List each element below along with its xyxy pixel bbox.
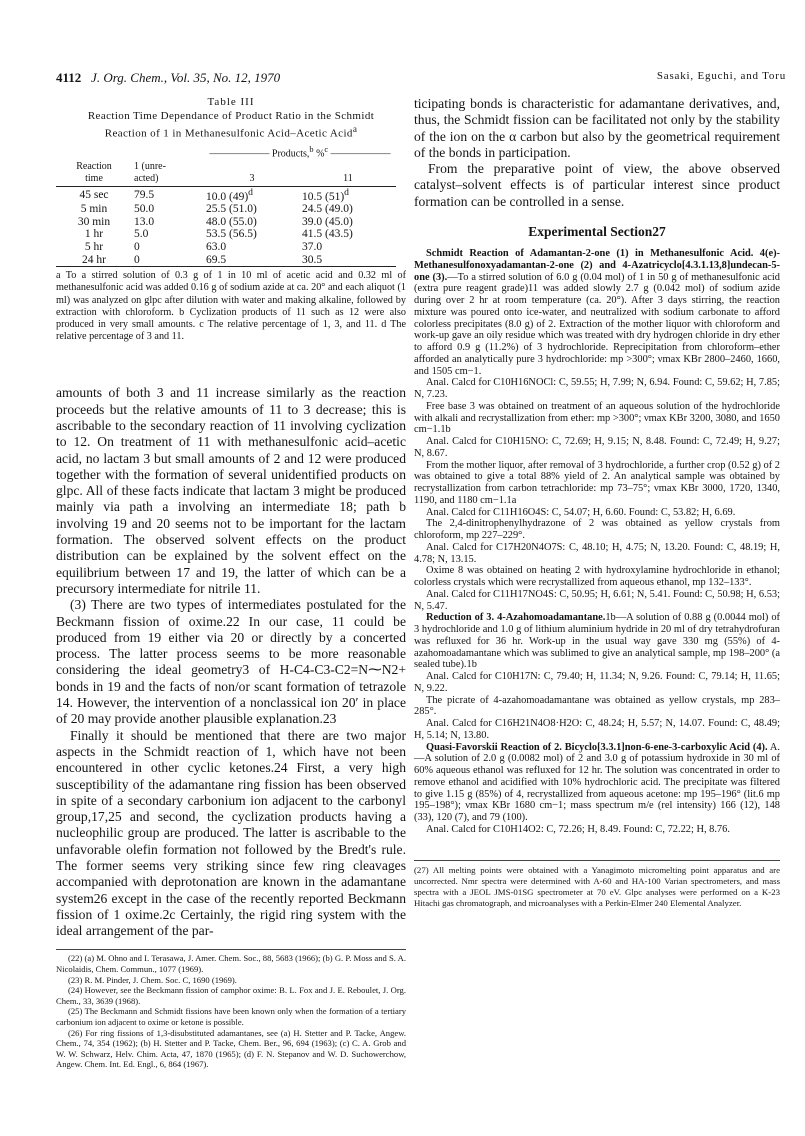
exp-bold-heading: Reduction of 3. 4-Azahomoadamantane. bbox=[426, 612, 606, 624]
reference-item: (23) R. M. Pinder, J. Chem. Soc. C, 1690 (1969). bbox=[68, 974, 237, 985]
exp-paragraph: Anal. Calcd for C10H14O2: C, 72.26; H, 8.49. Found: C, 72.22; H, 8.76. bbox=[426, 823, 730, 835]
col-header-time-line2: time bbox=[85, 173, 103, 185]
cell-11: 39.0 (45.0) bbox=[302, 215, 353, 228]
col-header-time-line1: Reaction bbox=[76, 160, 112, 172]
table-row bbox=[56, 216, 396, 229]
table-row bbox=[56, 241, 396, 254]
table-row bbox=[56, 203, 396, 216]
reference-item: (26) For ring fissions of 1,3-disubstituted adamantanes, see (a) H. Stetter and P. Tacke, Angew. Chem., 74, 354 (1962); (b) H. Stetter and P. Tacke, Chem. Ber., 96, 694 (1963); (c) C. A. Grob and W. W. Schwarz, Helv. Chim. Acta, 47, 1870 (1965); (d) F. N. Stepanov and W. D. Suchowerchow, Angew. Chem. Int. Ed. Engl., 6, 864 (1967). bbox=[56, 1027, 406, 1070]
table-footnotes: a To a stirred solution of 0.3 g of 1 in 10 ml of acetic acid and 0.32 ml of methanesulfonic acid was added 0.16 g of sodium azide at ca. 20° and each aliquot (1 ml) was analyzed on glpc after dilution with water and making alkaline, followed by extraction with chloroform. b Cyclization products of 11 such as 12 were also produced in very small amounts. c The relative percentage of 1, 3, and 11. d The relative percentage of 3 and 11. bbox=[56, 270, 406, 343]
reference-item: (24) However, see the Beckmann fission of camphor oxime: B. L. Fox and J. E. Reboulet, J. Org. Chem., 33, 3639 (1968). bbox=[56, 985, 406, 1006]
cell-unreacted: 79.5 bbox=[134, 188, 155, 201]
cell-unreacted: 0 bbox=[134, 253, 140, 266]
col-header-3: 3 bbox=[249, 173, 255, 185]
body-paragraph: amounts of both 3 and 11 increase similarly as the reaction proceeds but the relative amounts of 11 to 3 decrease; this is ascribable to the secondary reaction of 11 involving cyclization to 12. On treatment of 11 with methanesulfonic acid–acetic acid, no lactam 3 but small amounts of 2 and 12 were produced together with the formation of several unidentified products on glpc. All of these facts indicate that lactam 3 might be produced mainly via path a involving an intermediate 18; path b involving 19 and 20 seems not to be important for the lactam formation. The observed solvent effects on the product distribution can be explained by the solvent effect on the equilibrium between 17 and 19, the latter of which can be a precursory intermediate for nitrile 11. bbox=[56, 385, 406, 596]
journal-citation bbox=[56, 70, 280, 86]
footnote-references bbox=[56, 949, 406, 1070]
table-title-line-1: Reaction Time Dependance of Product Ratio in the Schmidt bbox=[87, 110, 375, 122]
exp-paragraph: The picrate of 4-azahomoadamantane was obtained as yellow crystals, mp 283–285°. bbox=[414, 694, 780, 718]
exp-paragraph: Anal. Calcd for C10H17N: C, 79.40; H, 11.34; N, 9.26. Found: C, 79.14; H, 11.65; N, 9.22. bbox=[414, 671, 780, 694]
cell-3: 48.0 (55.0) bbox=[206, 215, 257, 228]
exp-paragraph: Free base 3 was obtained on treatment of an aqueous solution of the hydrochloride with alkali and recrystallization from ether: mp >300°; νmax KBr 3200, 3080, and 1650 cm−1.1b bbox=[414, 400, 780, 436]
cell-11-value: 10.5 (51) bbox=[302, 190, 345, 203]
exp-paragraph bbox=[414, 248, 780, 377]
footnote-27: (27) All melting points were obtained with a Yanagimoto micromelting point apparatus and are uncorrected. Nmr spectra were determined with A-60 and HA-100 Varian spectrometers, and mass spectra with a JEOL JMS-01SG spectrometer at 70 eV. Glpc analyses were performed on a K-23 Hitachi gas chromatograph, and microanalyses with a Perkin-Elmer 240 Elemental Analyzer. bbox=[414, 860, 780, 909]
products-unit-footnote-mark: c bbox=[324, 144, 329, 154]
exp-paragraph: Anal. Calcd for C10H15NO: C, 72.69; H, 9.15; N, 8.48. Found: C, 72.49; H, 9.27; N, 8.67. bbox=[414, 436, 780, 459]
cell-11 bbox=[300, 186, 396, 203]
cell-11: 37.0 bbox=[302, 240, 323, 253]
cell-3-mark: d bbox=[248, 186, 253, 198]
exp-paragraph: Anal. Calcd for C11H16O4S: C, 54.07; H, 6.60. Found: C, 53.82; H, 6.69. bbox=[426, 506, 736, 518]
exp-paragraph: Oxime 8 was obtained on heating 2 with hydroxylamine hydrochloride in ethanol; colorless crystals which were recrystallized from aqueous ethanol, mp 132–133°. bbox=[414, 565, 780, 589]
col-header-unreacted-line1: 1 (unre- bbox=[134, 160, 166, 172]
cell-11-mark: d bbox=[344, 186, 349, 198]
exp-paragraph: Anal. Calcd for C16H21N4O8·H2O: C, 48.24; H, 5.57; N, 14.07. Found: C, 48.49; H, 5.14; N, 13.80. bbox=[414, 718, 780, 741]
section-heading: Experimental Section27 bbox=[528, 224, 666, 240]
cell-3: 69.5 bbox=[206, 253, 227, 266]
cell-time: 24 hr bbox=[82, 253, 106, 266]
page-number: 4112 bbox=[56, 70, 82, 85]
exp-paragraph bbox=[414, 742, 780, 824]
exp-bold-heading: Schmidt Reaction of Adamantan-2-one (1) in Methanesulfonic Acid. 4(e)-Methanesulfonoxyadamantan-2-one (2) and 4-Azatricyclo[4.3.1.13,8]undecan-5-one (3). bbox=[414, 248, 780, 283]
col-header-time bbox=[56, 161, 132, 187]
cell-time: 45 sec bbox=[79, 188, 109, 201]
cell-time: 30 min bbox=[77, 215, 111, 228]
journal-volume: Vol. 35, bbox=[170, 70, 210, 85]
col-header-unreacted bbox=[132, 161, 204, 187]
exp-text: 1b—A solution of 0.88 g (0.0044 mol) of 3 hydrochloride and 1.0 g of lithium aluminium hydride in 20 ml of dry tetrahydrofuran was refluxed for 36 hr. Work-up in the usual way gave 330 mg (55%) of 4-azahomoadamantane which was sublimed to give an analytical sample, mp 198–200° (a sealed tube).1b bbox=[414, 612, 780, 671]
cell-3: 25.5 (51.0) bbox=[206, 203, 257, 216]
exp-text: —To a stirred solution of 6.0 g (0.04 mol) of 1 in 50 g of methanesulfonic acid (extra pure reagent grade)11 was added slowly 2.7 g (0.042 mol) of sodium azide during over 2 hr at room temperature (ca. 20°). After 3 days stirring, the reaction mixture was poured onto ice-water, and neutralized with sodium carbonate to afford colorless precipitates (8.0 g) of 2. Extraction of the mother liquor with chloroform and work-up gave an oily residue which was treated with dry hydrogen chloride in dry ether to afford 0.9 g (11.2%) of 3 hydrochloride. Reprecipitation from chloroform–ether afforded an analytically pure 3 hydrochloride: mp >300°; νmax KBr 2800–2460, 1660, and 1505 cm−1. bbox=[414, 271, 780, 377]
cell-time: 5 hr bbox=[84, 240, 104, 253]
journal-name: J. Org. Chem., bbox=[91, 70, 168, 85]
table-caption: Table III bbox=[207, 96, 255, 108]
table-title bbox=[56, 110, 406, 141]
cell-unreacted: 13.0 bbox=[134, 215, 155, 228]
exp-paragraph bbox=[414, 612, 780, 671]
reference-item: (22) (a) M. Ohno and I. Terasawa, J. Amer. Chem. Soc., 88, 5683 (1966); (b) G. P. Moss and S. A. Nicolaidis, Chem. Commun., 1077 (1969). bbox=[56, 953, 406, 975]
right-column bbox=[414, 96, 780, 909]
running-header bbox=[56, 70, 786, 88]
table-row bbox=[56, 254, 396, 267]
cell-time: 5 min bbox=[80, 203, 108, 216]
cell-11: 30.5 bbox=[302, 253, 323, 266]
cell-3-value: 10.0 (49) bbox=[206, 190, 249, 203]
reference-item: (25) The Beckmann and Schmidt fissions have been known only when the formation of a tertiary carbonium ion adjacent to oxime or ketone is possible. bbox=[56, 1006, 406, 1028]
exp-text: A.—A solution of 2.0 g (0.0082 mol) of 2 and 3.0 g of potassium hydroxide in 30 ml of 60% aqueous ethanol was refluxed for 12 hr. The solution was concentrated in order to remove ethanol and acidified with 10% hydrochloric acid. The precipitate was filtered to give 1.15 g (85%) of 4, recrystallized from aqueous acetone: mp 195–196° (lit.6 mp 195–198°); νmax KBr 1680 cm−1; mass spectrum m/e (rel intensity) 166 (12), 148 (33), 120 (7), and 79 (100). bbox=[414, 741, 780, 824]
exp-bold-heading: Quasi-Favorskii Reaction of 2. Bicyclo[3.3.1]non-6-ene-3-carboxylic Acid (4). bbox=[426, 741, 768, 753]
col-header-11: 11 bbox=[343, 173, 353, 185]
cell-3: 53.5 (56.5) bbox=[206, 228, 257, 241]
products-footnote-mark: b bbox=[309, 144, 314, 154]
data-table bbox=[56, 144, 396, 268]
cell-11: 41.5 (43.5) bbox=[302, 228, 353, 241]
body-paragraph: ticipating bonds is characteristic for adamantane derivatives, and, thus, the Schmidt fission can be facilitated not only by the stability of the ion on the α carbon but also by the geometrical requirement of the bonds in participation. bbox=[414, 96, 780, 160]
col-header-unreacted-line2: acted) bbox=[134, 173, 159, 185]
exp-paragraph: The 2,4-dinitrophenylhydrazone of 2 was obtained as yellow crystals from chloroform, mp 227–229°. bbox=[414, 518, 780, 542]
cell-time: 1 hr bbox=[84, 228, 104, 241]
exp-paragraph: Anal. Calcd for C10H16NOCl: C, 59.55; H, 7.99; N, 6.94. Found: C, 59.62; H, 7.85; N, 7.23. bbox=[414, 377, 780, 401]
cell-3: 63.0 bbox=[206, 240, 227, 253]
cell-11: 24.5 (49.0) bbox=[302, 203, 353, 216]
table-row bbox=[56, 186, 396, 203]
body-paragraph: (3) There are two types of intermediates postulated for the Beckmann fission of oxime.22 In our case, 11 could be produced from 19 either via 20 or directly by a concerted process. The latter process seems to be more reasonable considering the ideal geometry3 of H-C4-C3-C2=N⁓N2+ bonds in 19 and the facts of non/or scant formation of tetrazole 14. However, the intervention of a nonclassical ion 20′ in place of 20 may provide another plausible explanation.23 bbox=[56, 597, 406, 727]
author-names: Sasaki, Eguchi, and Toru bbox=[656, 70, 786, 82]
products-header: —————— Products,$^b$ %$^c$ —————— bbox=[209, 144, 391, 159]
body-paragraph: From the preparative point of view, the above observed catalyst–solvent effects is of particular interest since product formation can be controlled in a sense. bbox=[414, 161, 780, 209]
products-label: Products, bbox=[271, 147, 310, 159]
cell-unreacted: 5.0 bbox=[134, 228, 149, 241]
table-title-footnote-mark: a bbox=[352, 124, 358, 134]
exp-paragraph: Anal. Calcd for C11H17NO4S: C, 50.95; H, 6.61; N, 5.41. Found: C, 50.98; H, 6.53; N, 5.47. bbox=[414, 588, 780, 612]
experimental-section bbox=[414, 248, 780, 836]
journal-issue: No. 12, 1970 bbox=[213, 70, 281, 85]
products-unit: % bbox=[316, 147, 325, 159]
cell-unreacted: 50.0 bbox=[134, 203, 155, 216]
cell-unreacted: 0 bbox=[134, 240, 140, 253]
body-paragraph: Finally it should be mentioned that there are two major aspects in the Schmidt reaction of 1, which have not been encountered in other cyclic ketones.24 First, a very high susceptibility of the adamantane ring fission has been observed in spite of a secondary carbonium ion adjacent to the carbonyl group,17,25 and second, the cyclization products having a nucleophilic group are produced. The latter is ascribable to the unfavorable olefin formation not followed by the Bredt's rule. The former seems very striking since few ring cleavages accompanied with deprotonation are known in the adamantane system26 except in the case of the recently reported Beckmann fission of 1 oxime.2c Certainly, the rigid ring system with the ideal arrangement of the par- bbox=[56, 727, 406, 939]
table-title-line-2: Reaction of 1 in Methanesulfonic Acid–Acetic Acid bbox=[104, 127, 353, 140]
left-column bbox=[56, 96, 406, 1070]
exp-paragraph: From the mother liquor, after removal of 3 hydrochloride, a further crop (0.52 g) of 2 was obtained to give a total 88% yield of 2. An analytical sample was obtained by recrystallization from carbon tetrachloride: mp 73–75°; νmax KBr 3000, 1720, 1340, 1190, and 1180 cm−1.1a bbox=[414, 459, 780, 506]
exp-paragraph: Anal. Calcd for C17H20N4O7S: C, 48.10; H, 4.75; N, 13.20. Found: C, 48.19; H, 4.78; N, 13.15. bbox=[414, 541, 780, 565]
table-row bbox=[56, 228, 396, 241]
cell-3 bbox=[204, 186, 300, 203]
